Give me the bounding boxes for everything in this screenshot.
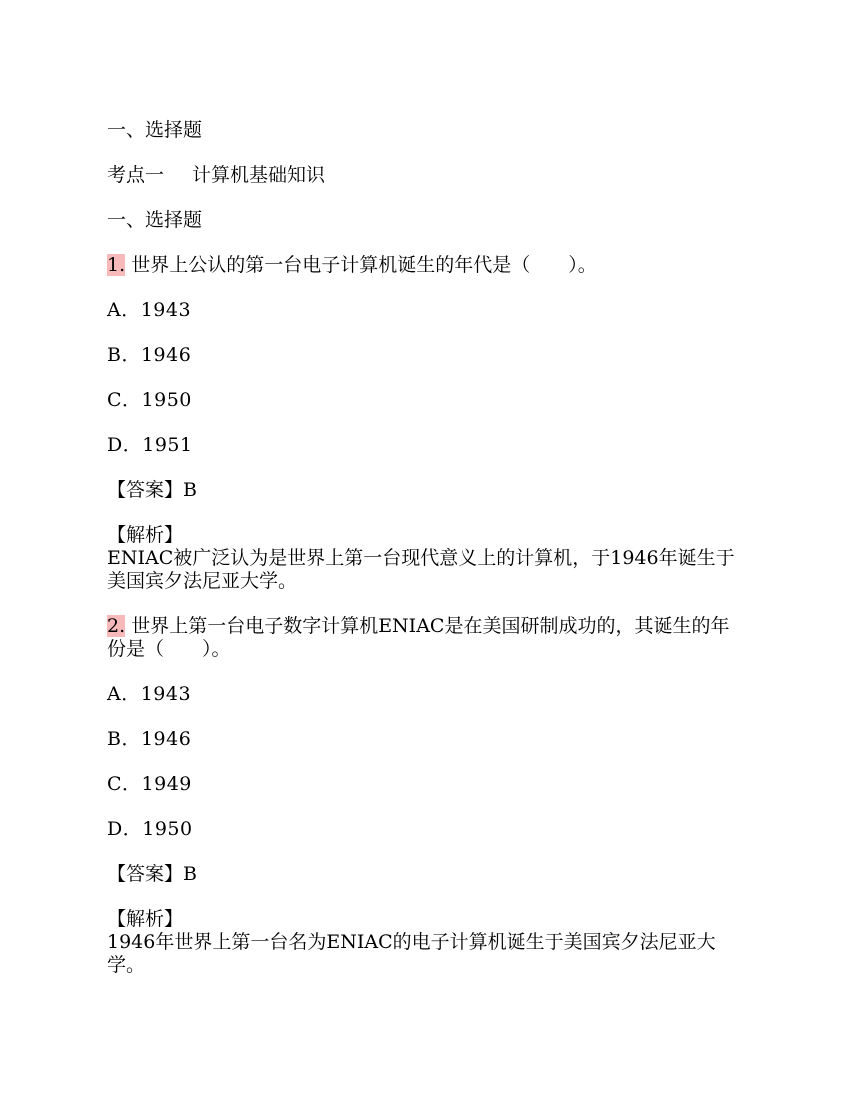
- answer: 【答案】B: [107, 479, 197, 501]
- topic-prefix: 考点一: [107, 164, 165, 186]
- question-stem: [107, 615, 747, 661]
- option-d: D．1950: [107, 818, 193, 840]
- analysis-text: 1946年世界上第一台名为ENIAC的电子计算机诞生于美国宾夕法尼亚大学。: [107, 931, 716, 976]
- topic-title: 计算机基础知识: [192, 164, 326, 186]
- analysis-text: ENIAC被广泛认为是世界上第一台现代意义上的计算机，于1946年诞生于美国宾夕法尼亚大学。: [107, 547, 735, 592]
- option-d: D．1951: [107, 434, 193, 456]
- question-stem: [107, 254, 747, 277]
- answer: 【答案】B: [107, 863, 197, 885]
- analysis-label: 【解析】: [107, 908, 184, 930]
- question-number: 2.: [107, 615, 126, 637]
- option-a: A．1943: [107, 299, 192, 321]
- section-title: 一、选择题: [107, 119, 203, 141]
- analysis-label: 【解析】: [107, 524, 184, 546]
- analysis: [107, 524, 747, 593]
- document-page: [107, 119, 747, 999]
- question-2: [107, 615, 747, 661]
- analysis: [107, 908, 747, 977]
- question-text: 世界上第一台电子数字计算机ENIAC是在美国研制成功的，其诞生的年份是（ ）。: [107, 615, 730, 660]
- option-c: C．1949: [107, 773, 192, 795]
- topic-heading: [107, 164, 747, 187]
- option-c: C．1950: [107, 389, 192, 411]
- question-1: [107, 254, 747, 277]
- question-number: 1.: [107, 254, 126, 276]
- option-b: B．1946: [107, 728, 192, 750]
- option-a: A．1943: [107, 683, 192, 705]
- subsection-title: 一、选择题: [107, 209, 203, 231]
- question-text: 世界上公认的第一台电子计算机诞生的年代是（ ）。: [131, 254, 597, 276]
- option-b: B．1946: [107, 344, 192, 366]
